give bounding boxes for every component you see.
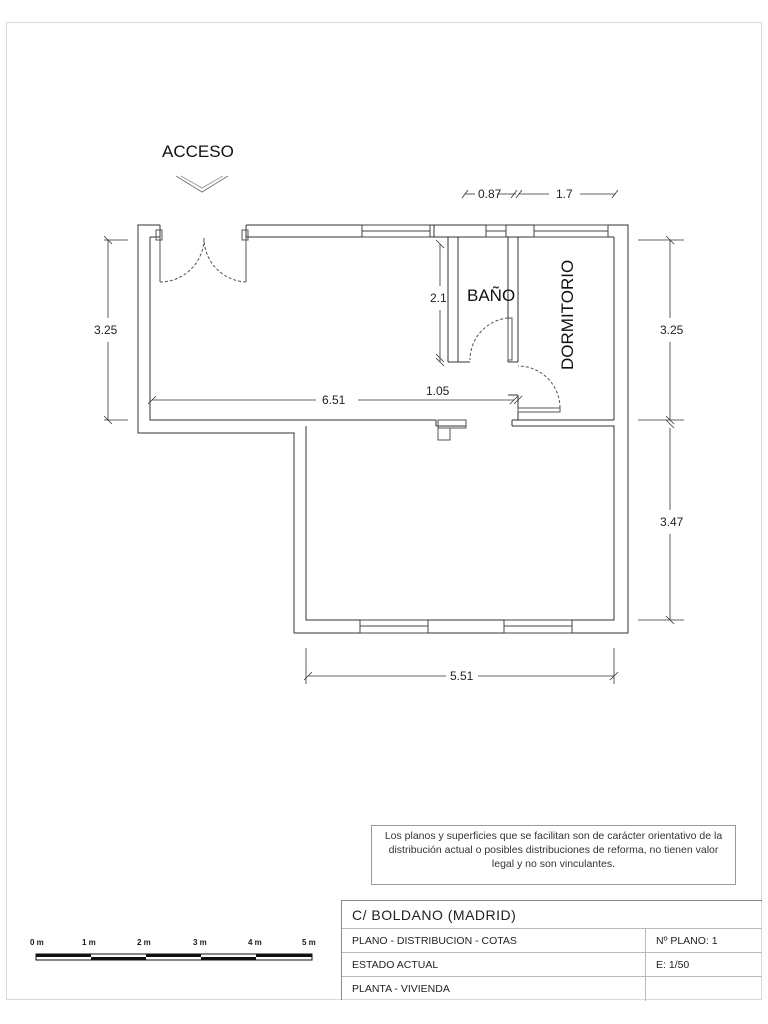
dim-bath-height: 2.1 [430,291,447,305]
bedroom-door [518,366,560,412]
dim-main-width: 6.51 [322,393,346,407]
bath-label: BAÑO [467,286,516,305]
dim-bottom-width: 5.51 [450,669,474,683]
walls [138,225,628,633]
scale: E: 1/50 [656,958,690,971]
scale-label: 4 m [248,938,262,947]
scale-label: 3 m [193,938,207,947]
dim-bedroom-width: 1.7 [556,187,573,201]
scale-label: 0 m [30,938,44,947]
bath-door [470,318,512,360]
dim-door-gap: 1.05 [426,384,450,398]
title-block [341,900,762,1000]
scale-bar [36,954,312,960]
title-row-plan [342,929,762,953]
fixture [438,420,466,440]
title-row-floor [342,977,762,1001]
access-arrow-icon [176,176,228,192]
address: C/ BOLDANO (MADRID) [352,906,517,923]
dim-right-top-height: 3.25 [660,323,684,337]
disclaimer-box: Los planos y superficies que se facilitan son de carácter orientativo de la distribución actual o posibles distribuciones de reforma, no tienen valor legal y no son vinculantes. [371,825,736,885]
dim-bath-width: 0.87 [478,187,502,201]
dimension-lines [104,190,684,684]
state: ESTADO ACTUAL [342,953,646,976]
plan-number: Nº PLANO: 1 [656,934,718,947]
scale-label: 2 m [137,938,151,947]
entry-door [156,230,248,282]
scale-label: 1 m [82,938,96,947]
floor: PLANTA - VIVIENDA [342,977,646,1001]
dim-right-bottom-height: 3.47 [660,515,684,529]
bedroom-label: DORMITORIO [558,259,577,370]
plan-type: PLANO - DISTRIBUCION - COTAS [342,929,646,952]
dim-left-height: 3.25 [94,323,118,337]
title-row-state [342,953,762,977]
scale-label: 5 m [302,938,316,947]
title-row-address [342,901,762,929]
access-label: ACCESO [162,142,234,161]
